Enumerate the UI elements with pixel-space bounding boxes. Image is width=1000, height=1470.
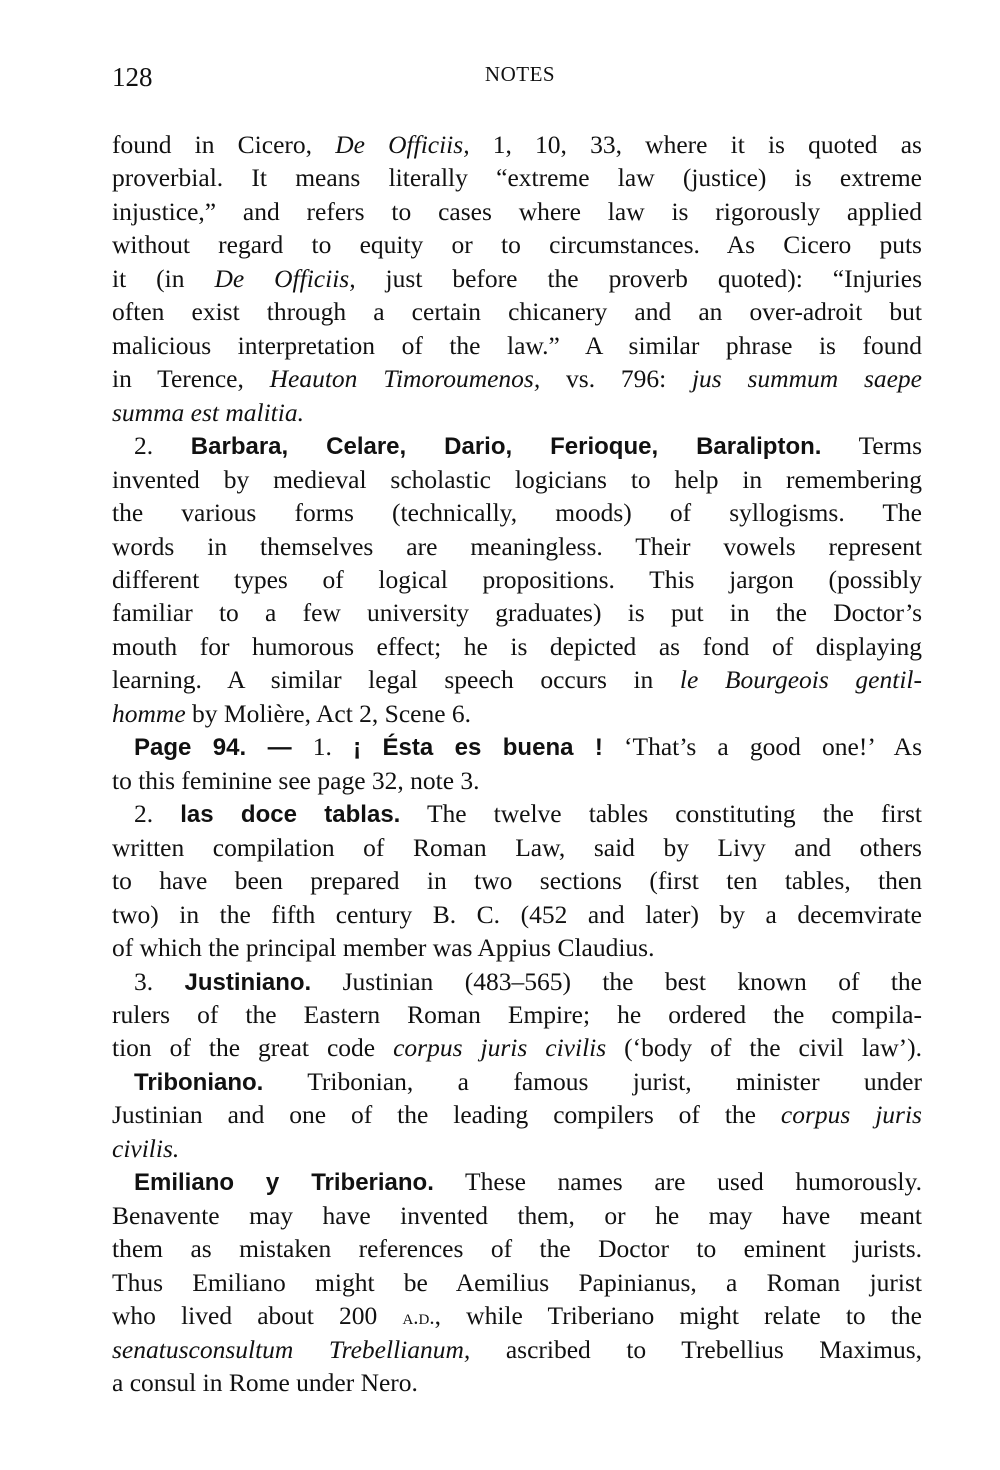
text-line (134, 965, 922, 998)
text-line (134, 1065, 922, 1098)
text-segment: written compilation of Roman Law, said by Livy and others (112, 832, 922, 862)
text-line (112, 898, 922, 931)
text-line (112, 630, 922, 663)
text-segment: , while Triberiano might relate to the (434, 1301, 922, 1331)
text-segment: who lived about 200 (112, 1301, 403, 1331)
text-segment: found in Cicero, (112, 130, 336, 159)
text-segment: of which the principal member was Appius Claudius. (112, 933, 655, 963)
italic-text: homme (112, 698, 186, 728)
text-segment: without regard to equity or to circumstances. As Cicero puts (112, 230, 922, 260)
text-line (112, 1199, 922, 1232)
text-segment: (‘body of the civil law’). (606, 1033, 922, 1063)
italic-text: jus summum saepe (691, 364, 923, 394)
text-segment: to have been prepared in two sections (first ten tables, then (112, 866, 922, 896)
text-line (112, 1132, 922, 1165)
text-line (112, 161, 922, 194)
text-segment: proverbial. It means literally “extreme law (justice) is extreme (112, 163, 922, 193)
text-segment: ascribed to Trebellius Maximus, (470, 1334, 922, 1364)
text-segment: familiar to a few university graduates) is put in the Doctor’s (112, 598, 922, 628)
running-header-title: NOTES (484, 62, 556, 86)
italic-text: De Officiis, (214, 263, 356, 293)
italic-text: le Bourgeois gentil- (679, 665, 922, 695)
text-segment: Benavente may have invented them, or he may have meant (112, 1200, 922, 1230)
bold-term: Justiniano. (184, 968, 312, 996)
text-line (112, 530, 922, 563)
text-line (112, 1098, 922, 1131)
text-segment: 2. (134, 431, 191, 461)
text-line (112, 1333, 922, 1366)
text-line (112, 396, 922, 429)
text-segment: 1, 10, 33, where it is quoted as (469, 130, 922, 159)
text-line (112, 362, 922, 395)
text-segment: mouth for humorous effect; he is depicted as fond of displaying (112, 631, 922, 661)
text-segment: rulers of the Eastern Roman Empire; he ordered the compila- (112, 999, 922, 1029)
text-segment: the various forms (technically, moods) of syllogisms. The (112, 498, 922, 528)
text-line (112, 864, 922, 897)
text-segment: ‘That’s a good one!’ As (602, 732, 923, 762)
text-segment: injustice,” and refers to cases where law is rigorously applied (112, 196, 922, 226)
text-line (134, 429, 922, 462)
text-line (112, 663, 922, 696)
text-segment: The twelve tables constituting the first (400, 799, 923, 829)
text-segment: 1. (291, 732, 354, 762)
text-line (112, 563, 922, 596)
text-line (112, 1266, 922, 1299)
text-segment: just before the proverb quoted): “Injuries (355, 263, 922, 293)
bold-term: Barbara, Celare, Dario, Ferioque, Baralipton. (190, 433, 822, 461)
text-segment: by Molière, Act 2, Scene 6. (185, 698, 472, 728)
text-segment: malicious interpretation of the law.” A similar phrase is found (112, 330, 922, 360)
text-line (112, 463, 922, 496)
text-line (112, 295, 922, 328)
italic-text: senatusconsultum Trebellianum, (112, 1334, 471, 1364)
bold-term: ¡ Ésta es buena ! (353, 734, 603, 762)
text-line (134, 1165, 922, 1198)
text-line (112, 764, 922, 797)
italic-text: De Officiis, (335, 130, 470, 159)
text-line (112, 1366, 922, 1399)
text-segment: a consul in Rome under Nero. (112, 1368, 418, 1398)
text-segment: learning. A similar legal speech occurs in (112, 665, 680, 695)
text-segment: Tribonian, a famous jurist, minister under (263, 1066, 922, 1096)
text-segment: two) in the fifth century B. C. (452 and later) by a decemvirate (112, 899, 922, 929)
text-segment: often exist through a certain chicanery and an over-adroit but (112, 297, 922, 327)
text-segment: words in themselves are meaningless. Their vowels represent (112, 531, 922, 561)
text-line (112, 262, 922, 295)
text-segment: in Terence, (112, 364, 270, 394)
page-number: 128 (112, 62, 153, 92)
text-line (112, 1299, 922, 1332)
text-line (112, 1232, 922, 1265)
bold-term: Triboniano. (134, 1068, 264, 1096)
text-line (112, 1031, 922, 1064)
text-segment: tion of the great code (112, 1033, 394, 1063)
text-segment: invented by medieval scholastic logicians to help in remembering (112, 464, 922, 494)
text-segment: vs. 796: (540, 364, 692, 394)
text-segment: These names are used humorously. (433, 1167, 922, 1197)
text-segment: different types of logical propositions. This jargon (possibly (112, 564, 922, 594)
bold-term: las doce tablas. (180, 801, 401, 829)
text-segment: a.d. (402, 1305, 435, 1330)
italic-text: corpus juris civilis (393, 1033, 607, 1063)
text-line (112, 596, 922, 629)
text-line (112, 697, 922, 730)
italic-text: corpus juris (780, 1100, 922, 1130)
text-line (112, 931, 922, 964)
text-segment: them as mistaken references of the Doctor to eminent jurists. (112, 1234, 922, 1264)
text-line (112, 329, 922, 362)
italic-text: summa est malitia. (112, 397, 304, 427)
text-line (112, 195, 922, 228)
bold-term: Page 94. — (134, 734, 292, 762)
text-segment: 3. (134, 966, 185, 996)
text-line (134, 730, 922, 763)
text-line (112, 228, 922, 261)
text-segment: Justinian (483–565) the best known of the (311, 966, 922, 996)
italic-text: civilis. (112, 1133, 180, 1163)
text-line (134, 797, 922, 830)
text-segment: Terms (821, 431, 923, 461)
text-segment: Thus Emiliano might be Aemilius Papinianus, a Roman jurist (112, 1267, 922, 1297)
text-line (112, 998, 922, 1031)
text-line (112, 128, 922, 161)
text-line (112, 831, 922, 864)
text-line (112, 496, 922, 529)
text-segment: it (in (112, 263, 215, 293)
text-segment: to this feminine see page 32, note 3. (112, 765, 480, 795)
bold-term: Emiliano y Triberiano. (134, 1169, 434, 1197)
text-segment: 2. (134, 799, 181, 829)
italic-text: Heauton Timoroumenos, (269, 364, 541, 394)
text-segment: Justinian and one of the leading compilers of the (112, 1100, 781, 1130)
